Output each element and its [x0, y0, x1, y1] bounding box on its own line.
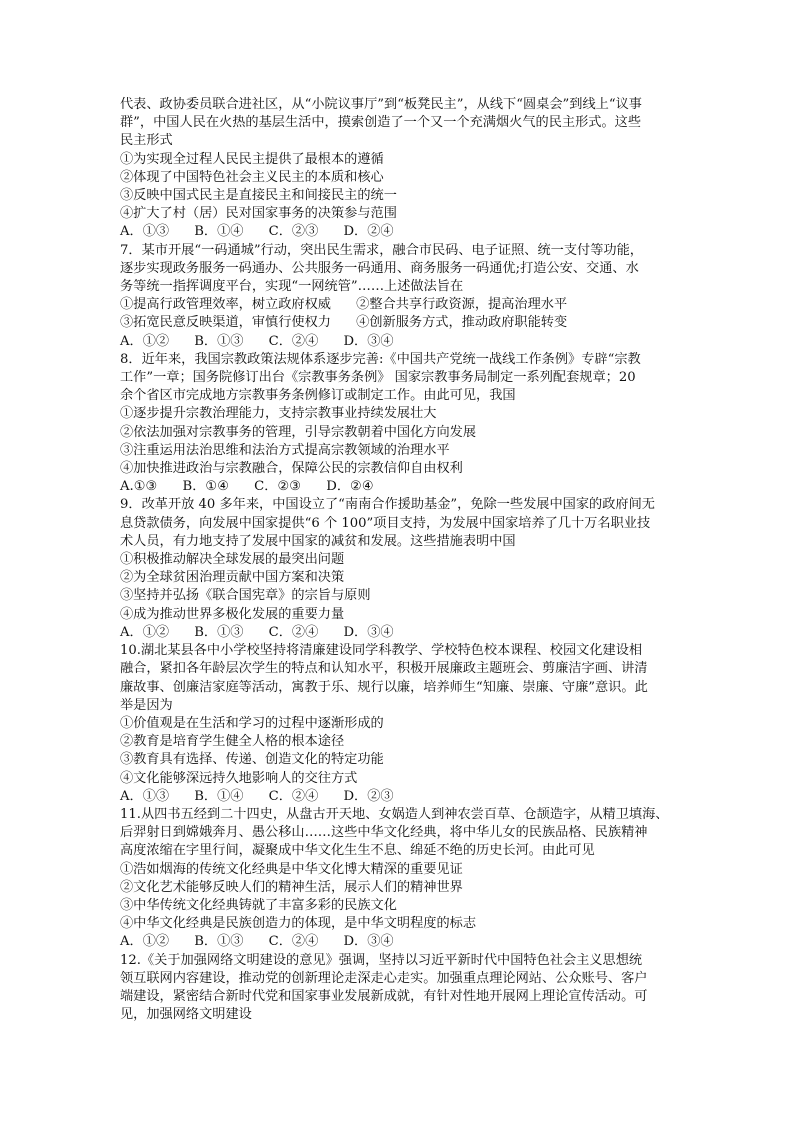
choice-item: ④文化能够深远持久地影响人的交往方式 — [120, 770, 358, 786]
choice-item: ②体现了中国特色社会主义民主的本质和核心 — [120, 169, 384, 185]
question-12-block — [120, 952, 680, 1025]
choice-item: ③反映中国式民主是直接民主和间接民主的统一 — [120, 188, 397, 204]
question-stem-line: 高度浓缩在字里行间，凝聚成中华文化生生不息、绵延不绝的历史长河。由此可见 — [120, 843, 595, 859]
choice-item: ①为实现全过程人民民主提供了最根本的遵循 — [120, 151, 384, 167]
question-stem-line: 10.湖北某县各中小学校坚持将清廉建设同学科教学、学校特色校本课程、校园文化建设相 — [120, 643, 643, 659]
question-stem-line: 民主形式 — [120, 133, 173, 149]
question-stem-line: 代表、政协委员联合进社区，从“小院议事厅”到“板凳民主”，从线下“圆桌会”到线上“议事 — [120, 97, 642, 112]
choice-item: ④中华文化经典是民族创造力的体现，是中华文明程度的标志 — [120, 916, 477, 932]
choice-item: ③中华传统文化经典铸就了丰富多彩的民族文化 — [120, 897, 397, 913]
question-7-block — [120, 242, 680, 351]
choice-item: ③拓宽民意反映渠道，审慎行使权力 ④创新服务方式，推动政府职能转变 — [120, 315, 568, 331]
answer-options: A．①③ B．①④ C．②④ D．②③ — [120, 788, 394, 804]
question-stem-line: 群”，中国人民在火热的基层生活中，摸索创造了一个又一个充满烟火气的民主形式。这些 — [120, 115, 642, 131]
question-stem-line: 后羿射日到嫦娥奔月、愚公移山……这些中华文化经典，将中华儿女的民族品格、民族精神 — [120, 825, 648, 841]
choice-item: ①提高行政管理效率，树立政府权威 ②整合共享行政资源，提高治理水平 — [120, 297, 568, 313]
choice-item: ③注重运用法治思维和法治方式提高宗教领域的治理水平 — [120, 442, 450, 458]
question-8-block — [120, 351, 680, 497]
choice-item: ②为全球贫困治理贡献中国方案和决策 — [120, 570, 345, 586]
question-stem-line: 举是因为 — [120, 697, 173, 713]
question-stem-line: 7．某市开展“一码通城”行动，突出民生需求，融合市民码、电子证照、统一支付等功能， — [120, 242, 643, 258]
choice-item: ④扩大了村（居）民对国家事务的决策参与范围 — [120, 206, 397, 222]
choice-item: ②依法加强对宗教事务的管理，引导宗教朝着中国化方向发展 — [120, 424, 477, 440]
question-stem-line: 术人员，有力地支持了发展中国家的减贫和发展。这些措施表明中国 — [120, 533, 516, 549]
question-stem-line: 逐步实现政务服务一码通办、公共服务一码通用、商务服务一码通优;打造公安、交通、水 — [120, 260, 639, 276]
question-stem-line: 9．改革开放 40 多年来，中国设立了“南南合作援助基金”，免除一些发展中国家的政府间无 — [120, 497, 655, 513]
choice-item: ①价值观是在生活和学习的过程中逐渐形成的 — [120, 715, 384, 731]
choice-item: ①逐步提升宗教治理能力，支持宗教事业持续发展壮大 — [120, 406, 437, 422]
question-9-block — [120, 496, 680, 642]
question-stem-line: 见，加强网络文明建设 — [120, 1007, 252, 1023]
question-stem-line: 工作”一章；国务院修订出台《宗教事务条例》 国家宗教事务局制定一系列配套规章；20 — [120, 370, 636, 386]
choice-item: ①浩如烟海的传统文化经典是中华文化博大精深的重要见证 — [120, 861, 463, 877]
question-10-block — [120, 642, 680, 806]
question-stem-line: 端建设，紧密结合新时代党和国家事业发展新成就，有针对性地开展网上理论宣传活动。可 — [120, 988, 648, 1004]
answer-options: A．①② B．①③ C．②④ D．③④ — [120, 934, 394, 950]
question-stem-line: 12.《关于加强网络文明建设的意见》强调，坚持以习近平新时代中国特色社会主义思想统 — [120, 952, 643, 968]
choice-item: ①积极推动解决全球发展的最突出问题 — [120, 552, 345, 568]
exam-page — [120, 96, 680, 1024]
choice-item: ③坚持并弘扬《联合国宪章》的宗旨与原则 — [120, 588, 371, 604]
question-stem-line: 8．近年来，我国宗教政策法规体系逐步完善:《中国共产党统一战线工作条例》专辟“宗教 — [120, 351, 641, 367]
question-stem-line: 息贷款债务，向发展中国家提供“6 个 100”项目支持，为发展中国家培养了几十万名职业技 — [120, 515, 651, 531]
question-stem-line: 务等统一指挥调度平台，实现“一网统管”……上述做法旨在 — [120, 279, 464, 295]
question-11-block — [120, 806, 680, 952]
question-stem-line: 领互联网内容建设，推动党的创新理论走深走心走实。加强重点理论网站、公众账号、客户 — [120, 970, 648, 986]
question-stem-line: 余个省区市完成地方宗教事务条例修订或制定工作。由此可见，我国 — [120, 388, 516, 404]
choice-item: ④成为推动世界多极化发展的重要力量 — [120, 606, 345, 622]
answer-options: A.①③ B．①④ C．②③ D．②④ — [120, 479, 374, 495]
question-stem-line: 融合，紧扣各年龄层次学生的特点和认知水平，积极开展廉政主题班会、剪廉洁字画、讲清 — [120, 661, 648, 677]
question-stem-line: 11.从四书五经到二十四史，从盘古开天地、女娲造人到神农尝百草、仓颉造字，从精卫填海、 — [120, 806, 669, 822]
question-6-block — [120, 96, 680, 242]
choice-item: ②文化艺术能够反映人们的精神生活，展示人们的精神世界 — [120, 879, 463, 895]
question-stem-line: 廉故事、创廉洁家庭等活动，寓教于乐、规行以廉，培养师生“知廉、崇廉、守廉”意识。此 — [120, 679, 648, 695]
choice-item: ②教育是培育学生健全人格的根本途径 — [120, 734, 345, 750]
answer-options: A．①② B．①③ C．②④ D．③④ — [120, 333, 394, 349]
answer-options: A．①③ B．①④ C．②③ D．②④ — [120, 224, 394, 240]
choice-item: ③教育具有选择、传递、创造文化的特定功能 — [120, 752, 384, 768]
choice-item: ④加快推进政治与宗教融合，保障公民的宗教信仰自由权利 — [120, 461, 463, 477]
answer-options: A．①② B．①③ C．②④ D．③④ — [120, 624, 394, 640]
